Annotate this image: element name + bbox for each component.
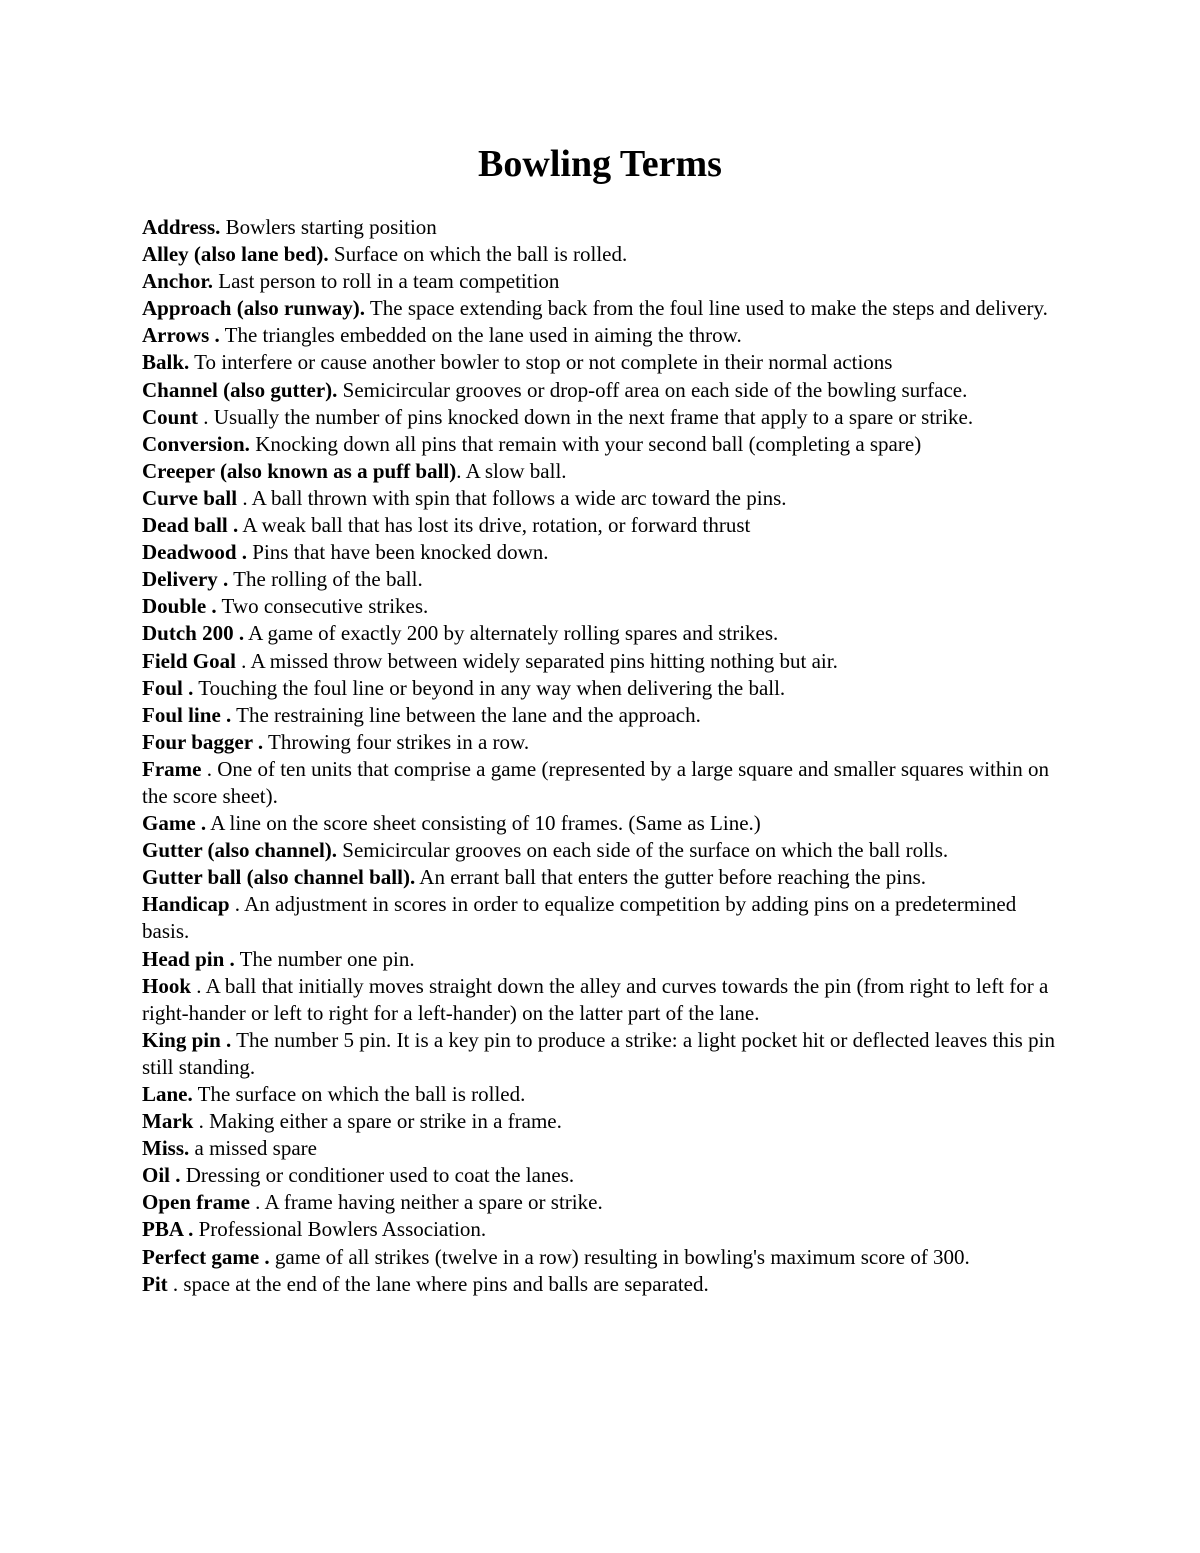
term-definition: a missed spare (189, 1136, 317, 1161)
glossary-entry (142, 377, 1057, 404)
term-name: Pit (142, 1271, 168, 1296)
glossary-entry (142, 404, 1057, 431)
glossary-list (142, 214, 1057, 1298)
term-name: Open frame (142, 1190, 250, 1215)
glossary-entry (142, 756, 1057, 810)
term-definition: . A slow ball. (456, 458, 567, 483)
glossary-entry (142, 458, 1057, 485)
term-name: Head pin . (142, 946, 235, 971)
term-name: Miss. (142, 1136, 190, 1161)
term-name: Balk. (142, 350, 190, 375)
glossary-entry (142, 702, 1057, 729)
term-name: Hook (142, 973, 192, 998)
term-definition: The rolling of the ball. (228, 567, 423, 592)
term-name: Count (142, 404, 199, 429)
term-definition: . A ball thrown with spin that follows a wide arc toward the pins. (237, 485, 787, 510)
term-definition: Throwing four strikes in a row. (263, 729, 530, 754)
glossary-entry (142, 648, 1057, 675)
glossary-entry (142, 1271, 1057, 1298)
term-definition: . One of ten units that comprise a game (represented by a large square and smaller squares within on the score sheet). (142, 756, 1049, 808)
glossary-entry (142, 620, 1057, 647)
term-definition: The space extending back from the foul line used to make the steps and delivery. (365, 296, 1048, 321)
term-definition: . Usually the number of pins knocked down in the next frame that apply to a spare or strike. (198, 404, 974, 429)
term-name: Dutch 200 . (142, 621, 245, 646)
term-definition: Knocking down all pins that remain with your second ball (completing a spare) (249, 431, 922, 456)
glossary-entry (142, 973, 1057, 1027)
glossary-entry (142, 268, 1057, 295)
term-definition: game of all strikes (twelve in a row) resulting in bowling's maximum score of 300. (269, 1244, 970, 1269)
term-name: Handicap (142, 892, 230, 917)
term-definition: . space at the end of the lane where pins and balls are separated. (167, 1271, 709, 1296)
term-name: Anchor. (142, 269, 213, 294)
glossary-entry (142, 810, 1057, 837)
term-name: Delivery . (142, 567, 229, 592)
term-name: Perfect game . (142, 1244, 270, 1269)
glossary-entry (142, 349, 1057, 376)
glossary-entry (142, 837, 1057, 864)
term-name: Creeper (also known as a puff ball) (142, 458, 457, 483)
term-definition: A weak ball that has lost its drive, rotation, or forward thrust (238, 513, 751, 538)
glossary-entry (142, 946, 1057, 973)
term-name: Channel (also gutter). (142, 377, 338, 402)
glossary-entry (142, 864, 1057, 891)
term-name: Field Goal (142, 648, 236, 673)
term-name: Game . (142, 811, 207, 836)
term-definition: . A ball that initially moves straight down the alley and curves towards the pin (from right to left for a right-hander or left to right for a left-hander) on the latter part of the lane. (142, 973, 1049, 1025)
term-definition: The number 5 pin. It is a key pin to produce a strike: a light pocket hit or deflected leaves this pin still standing. (142, 1027, 1055, 1079)
glossary-entry (142, 485, 1057, 512)
glossary-entry (142, 1135, 1057, 1162)
glossary-entry (142, 1108, 1057, 1135)
term-name: Address. (142, 215, 221, 239)
term-name: Mark (142, 1109, 194, 1134)
glossary-entry (142, 241, 1057, 268)
term-definition: The surface on which the ball is rolled. (192, 1082, 526, 1106)
glossary-entry (142, 1162, 1057, 1189)
term-definition: . Making either a spare or strike in a frame. (193, 1109, 562, 1134)
term-name: Approach (also runway). (142, 296, 366, 321)
glossary-entry (142, 1189, 1057, 1216)
glossary-entry (142, 1081, 1057, 1108)
glossary-entry (142, 214, 1057, 241)
term-name: Foul line . (142, 702, 232, 727)
term-name: PBA . (142, 1217, 194, 1242)
glossary-entry (142, 322, 1057, 349)
term-definition: Bowlers starting position (220, 215, 437, 239)
term-definition: Semicircular grooves or drop-off area on each side of the bowling surface. (337, 377, 968, 402)
term-name: Conversion. (142, 431, 250, 456)
term-definition: A line on the score sheet consisting of 10 frames. (Same as Line.) (206, 811, 761, 836)
term-definition: An errant ball that enters the gutter before reaching the pins. (415, 865, 927, 890)
term-name: Alley (also lane bed). (142, 242, 329, 267)
glossary-entry (142, 729, 1057, 756)
term-name: Four bagger . (142, 729, 264, 754)
term-name: Lane. (142, 1082, 193, 1106)
term-name: Oil . (142, 1163, 181, 1188)
term-name: Curve ball (142, 485, 238, 510)
term-definition: Professional Bowlers Association. (193, 1217, 487, 1242)
term-definition: . An adjustment in scores in order to equalize competition by adding pins on a predetermined basis. (142, 892, 1017, 944)
term-definition: . A missed throw between widely separated pins hitting nothing but air. (235, 648, 838, 673)
term-name: King pin . (142, 1027, 232, 1052)
term-definition: Semicircular grooves on each side of the surface on which the ball rolls. (337, 838, 949, 863)
glossary-entry (142, 1244, 1057, 1271)
glossary-entry (142, 512, 1057, 539)
term-name: Gutter ball (also channel ball). (142, 865, 416, 890)
term-definition: Touching the foul line or beyond in any way when delivering the ball. (193, 675, 786, 700)
term-definition: Two consecutive strikes. (216, 594, 429, 619)
term-definition: To interfere or cause another bowler to stop or not complete in their normal actions (189, 350, 893, 375)
term-definition: Last person to roll in a team competition (213, 269, 560, 294)
term-name: Dead ball . (142, 513, 239, 538)
term-name: Gutter (also channel). (142, 838, 338, 863)
term-name: Arrows . (142, 323, 220, 348)
term-definition: . A frame having neither a spare or strike. (249, 1190, 603, 1215)
term-definition: The number one pin. (234, 946, 415, 971)
glossary-entry (142, 539, 1057, 566)
glossary-entry (142, 1216, 1057, 1243)
glossary-entry (142, 891, 1057, 945)
glossary-entry (142, 1027, 1057, 1081)
glossary-entry (142, 593, 1057, 620)
term-definition: The triangles embedded on the lane used in aiming the throw. (219, 323, 742, 348)
term-definition: The restraining line between the lane and the approach. (231, 702, 701, 727)
term-name: Double . (142, 594, 217, 619)
term-definition: A game of exactly 200 by alternately rolling spares and strikes. (244, 621, 779, 646)
glossary-entry (142, 566, 1057, 593)
term-name: Frame (142, 756, 202, 781)
term-definition: Dressing or conditioner used to coat the lanes. (180, 1163, 575, 1188)
term-definition: Pins that have been knocked down. (247, 540, 549, 565)
glossary-entry (142, 295, 1057, 322)
term-name: Deadwood . (142, 540, 248, 565)
term-definition: Surface on which the ball is rolled. (328, 242, 628, 267)
term-name: Foul . (142, 675, 194, 700)
glossary-entry (142, 675, 1057, 702)
glossary-entry (142, 431, 1057, 458)
page-title: Bowling Terms (478, 143, 722, 185)
